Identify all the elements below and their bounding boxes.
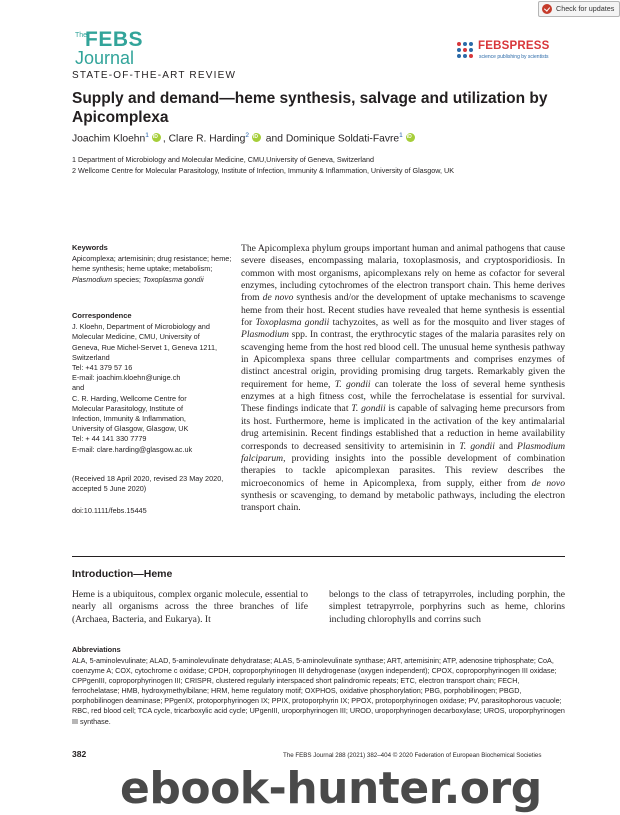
orcid-icon[interactable] bbox=[152, 133, 161, 142]
abstract-italic-run: de novo bbox=[262, 292, 294, 304]
check-updates-icon bbox=[542, 4, 552, 14]
abstract-run: spp. In contrast, the erythrocytic stages of the malaria parasites rely on scavenging heme from the host red blood cell. The unusual heme synthesis pathway in Apicomplexa spans three cellular compartments and comprises enzymes of distinct ancestral origin, providing promising drug targets. Remarkably given the requirement for heme, bbox=[241, 329, 565, 390]
abstract-italic-run: Plasmodium bbox=[241, 329, 289, 341]
keywords-italic: Plasmodium bbox=[72, 274, 113, 284]
keywords-italic: Toxoplasma gondii bbox=[142, 274, 204, 284]
press-logo-name: FEBSPRESS bbox=[478, 40, 550, 52]
correspondence-line: C. R. Harding, Wellcome Centre for bbox=[72, 393, 187, 403]
intro-left-column: Heme is a ubiquitous, complex organic molecule, essential to nearly all organisms across the three branches of life (Archaea, Bacteria, and Eukarya). It bbox=[72, 589, 308, 625]
keywords-part: species; bbox=[112, 274, 143, 284]
abstract-run: , providing insights into the possible development of combination therapies to tackle apicomplexan parasites. This review describes the microeconomics of heme in Apicomplexa, from supply, either from bbox=[241, 452, 565, 489]
orcid-icon[interactable] bbox=[252, 133, 261, 142]
correspondence-heading: Correspondence bbox=[72, 311, 132, 320]
abbreviations-heading: Abbreviations bbox=[72, 645, 121, 654]
author-affiliation-mark: 1 bbox=[399, 132, 403, 139]
abstract-run: tachyzoites, as well as for the mosquito and liver stages of bbox=[329, 317, 565, 329]
keywords-heading: Keywords bbox=[72, 243, 108, 252]
orcid-icon[interactable] bbox=[406, 133, 415, 142]
abbreviations-text: ALA, 5-aminolevulinate; ALAD, 5-aminolevulinate dehydratase; ALAS, 5-aminolevulinate synthase; ART, artemisinin; ATP, adenosine triphosphate; CoA, coenzyme A; COX, cytochrome c oxidase; CPDH, coproporphyrinogen III dehydrogenase (oxygen independent); CPOX, coproporphyrinogen III oxidase; CPPgenIII, coproporphyrinogen III; CRISPR, clustered regularly interspaced short palindromic repeats; ETC, electron transport chain; FECH, ferrochelatase; HMB, hydroxymethylbilane; HRM, heme regulatory motif; OXPHOS, oxidative phosphorylation; PBG, porphobilinogen; PBGD, porphobilinogen deaminase; PPgenIX, protoporphyrinogen IX; PPIX, protoporphyrin IX; PPOX, protoporphyrinogen oxidase; PV, parasitophorous vacuole; RBC, red blood cell; TCA cycle, tricarboxylic acid cycle; UPgenIII, uroporphyrinogen III; UROD, uroporphyrinogen decarboxylase; UROS, uroporphyrinogen III synthase. bbox=[72, 656, 565, 726]
abstract-italic-run: Plasmodium falciparum bbox=[241, 440, 565, 464]
affiliation-1: 1 Department of Microbiology and Molecular Medicine, CMU,University of Geneva, Switzerland bbox=[72, 155, 375, 164]
author-name[interactable]: Joachim Kloehn bbox=[72, 133, 146, 145]
intro-heading: Introduction—Heme bbox=[72, 568, 173, 580]
article-type: STATE-OF-THE-ART REVIEW bbox=[72, 70, 237, 81]
correspondence-line: Infection, Immunity & Inflammation, bbox=[72, 414, 186, 424]
article-title: Supply and demand—heme synthesis, salvage and utilization by Apicomplexa bbox=[72, 90, 548, 126]
abstract-italic-run: T. gondii bbox=[351, 403, 386, 415]
keywords-text bbox=[72, 254, 232, 285]
journal-logo-the: The bbox=[75, 32, 88, 39]
author-separator: and bbox=[262, 133, 286, 145]
abstract-run: synthesis and/or the development of uptake mechanisms to scavenge heme from their host. Recent studies have revealed that heme synthesis is essential for bbox=[241, 292, 565, 329]
abstract-italic-run: T. gondii bbox=[459, 440, 495, 452]
journal-logo-febs: FEBS bbox=[85, 28, 144, 51]
correspondence-email[interactable]: E-mail: clare.harding@glasgow.ac.uk bbox=[72, 444, 193, 454]
correspondence-line: Switzerland bbox=[72, 352, 110, 362]
page-number: 382 bbox=[72, 749, 87, 759]
correspondence-line: and bbox=[72, 383, 85, 393]
correspondence-email[interactable]: E-mail: joachim.kloehn@unige.ch bbox=[72, 373, 181, 383]
correspondence-line: Molecular Parasitology, Institute of bbox=[72, 403, 183, 413]
author-affiliation-mark: 2 bbox=[245, 132, 249, 139]
correspondence-line: University of Glasgow, Glasgow, UK bbox=[72, 424, 189, 434]
doi-link[interactable]: doi:10.1111/febs.15445 bbox=[72, 506, 147, 515]
check-for-updates-badge[interactable] bbox=[538, 1, 620, 17]
abstract-run: and bbox=[494, 440, 518, 452]
correspondence-line: Geneva, Rue Michel-Servet 1, Geneva 1211, bbox=[72, 342, 218, 352]
febs-press-dots-icon bbox=[455, 40, 475, 60]
correspondence-line: Tel: +41 379 57 16 bbox=[72, 363, 133, 373]
correspondence-line: J. Kloehn, Department of Microbiology and bbox=[72, 322, 210, 332]
check-updates-label: Check for updates bbox=[556, 4, 615, 13]
keywords-part: Apicomplexa; artemisinin; drug resistance; heme; heme synthesis; heme uptake; metabolism; bbox=[72, 254, 232, 274]
febs-press-logo bbox=[455, 38, 560, 64]
intro-right-column: belongs to the class of tetrapyrroles, including porphin, the simplest tetrapyrrole, porphyrins such as heme, chlorins including chlorophylls and corrins such bbox=[329, 589, 565, 625]
abstract-run: synthesis or scavenging, to demand by metabolic pathways, including the electron transport chain. bbox=[241, 489, 565, 514]
febs-journal-logo bbox=[75, 30, 165, 70]
author-affiliation-mark: 1 bbox=[145, 132, 149, 139]
section-divider bbox=[72, 556, 565, 557]
abstract-italic-run: de novo bbox=[531, 477, 565, 489]
correspondence-line: Tel: + 44 141 330 7779 bbox=[72, 434, 147, 444]
abstract-run: is capable of salvaging heme precursors from its host. Furthermore, heme is implicated in the activation of the key antimalarial drug artemisinin. Recent findings established that a reduction in heme availability corresponds to decreased sensitivity to artemisinin in bbox=[241, 403, 566, 452]
author-name[interactable]: Clare R. Harding bbox=[168, 133, 246, 145]
author-name[interactable]: Dominique Soldati-Favre bbox=[285, 133, 400, 145]
footer-journal-line: The FEBS Journal 288 (2021) 382–404 © 2020 Federation of European Biochemical Societies bbox=[283, 752, 542, 759]
correspondence-line: Molecular Medicine, CMU, University of bbox=[72, 332, 200, 342]
abstract-run: The Apicomplexa phylum groups important human and animal pathogens that cause severe diseases, encompassing malaria, toxoplasmosis, and cryptosporidiosis. In common with most organisms, apicomplexans rely on heme as cofactor for several enzymes, including cytochromes of the electron transport chain. This heme derives from bbox=[241, 243, 565, 304]
watermark: ebook-hunter.org bbox=[120, 763, 542, 814]
author-separator: , bbox=[162, 133, 169, 145]
abstract bbox=[241, 243, 565, 515]
abstract-run: can tolerate the loss of several heme synthesis enzymes at a high fitness cost, while the ferrochelatase is essential for survival. These findings indicate that bbox=[241, 378, 565, 415]
correspondence-section bbox=[72, 311, 232, 455]
journal-logo-journal: Journal bbox=[75, 48, 135, 68]
abstract-italic-run: Toxoplasma gondii bbox=[255, 317, 330, 329]
keywords-section bbox=[72, 243, 232, 285]
affiliation-2: 2 Wellcome Centre for Molecular Parasitology, Institute of Infection, Immunity & Inflammation, University of Glasgow, UK bbox=[72, 166, 455, 175]
abstract-italic-run: T. gondii bbox=[334, 378, 371, 390]
received-dates: (Received 18 April 2020, revised 23 May 2020, accepted 5 June 2020) bbox=[72, 474, 224, 494]
author-list bbox=[72, 132, 417, 144]
press-logo-tagline: science publishing by scientists bbox=[479, 54, 549, 60]
